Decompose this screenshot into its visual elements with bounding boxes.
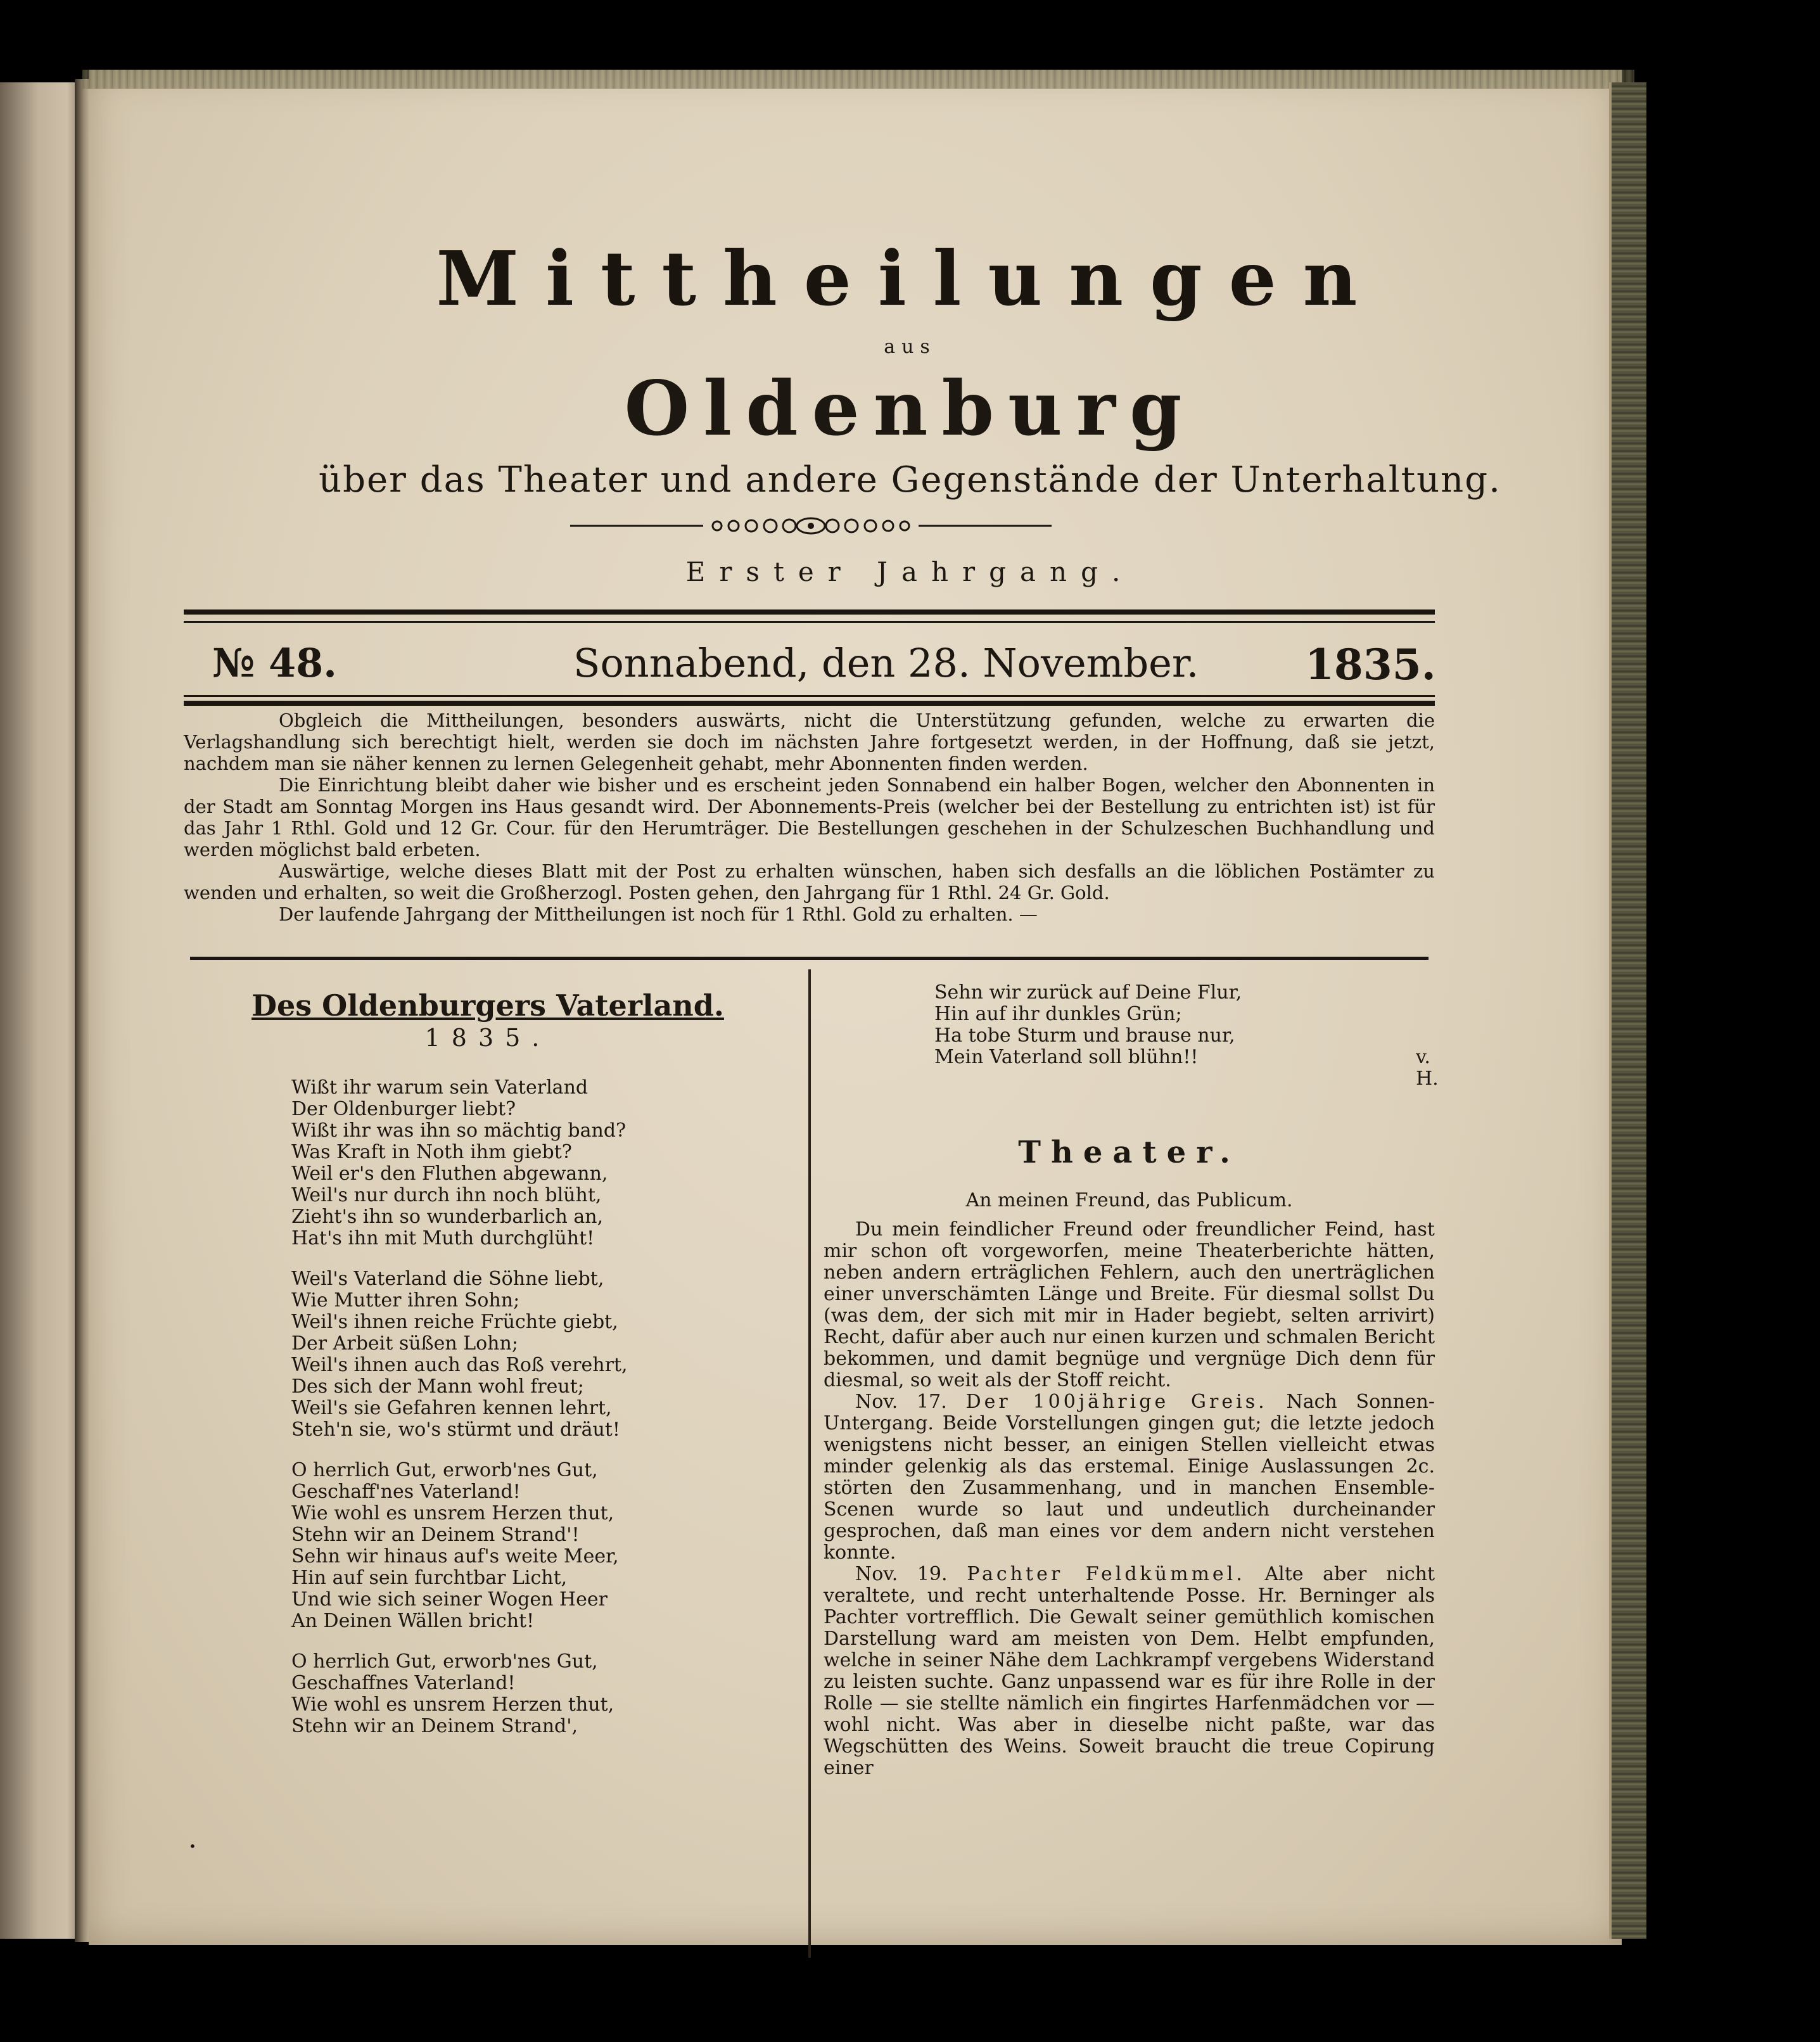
poem-line: Sehn wir hinaus auf's weite Meer, — [291, 1545, 619, 1567]
rule-columns — [190, 957, 1429, 960]
poem-line: Der Arbeit süßen Lohn; — [291, 1332, 518, 1355]
poem-line: Der Oldenburger liebt? — [291, 1098, 516, 1120]
poem-line: Hat's ihn mit Muth durchglüht! — [291, 1227, 595, 1249]
poem-line: Des sich der Mann wohl freut; — [291, 1375, 584, 1398]
poem-line: Mein Vaterland soll blühn!! — [934, 1046, 1199, 1068]
poem-line: Wißt ihr warum sein Vaterland — [291, 1076, 589, 1099]
poem-line: Stehn wir an Deinem Strand', — [291, 1715, 578, 1737]
poem-line: O herrlich Gut, erworb'nes Gut, — [291, 1459, 598, 1481]
notice-paragraph: Der laufende Jahrgang der Mittheilungen ist noch für 1 Rthl. Gold zu erhalten. — — [279, 903, 1038, 925]
entry-text: Alte aber nicht veraltete, und recht unterhaltende Posse. Hr. Berninger als Pachter vortrefflich. Die Gewalt seiner gemüthlich komischen Darstellung ward am meisten von Dem. Helbt empfunden, welche in seiner Nähe dem Lachkrampf vergebens Widerstand zu leisten suchte. Ganz unpassend war es für ihre Rolle in der Rolle — sie stellte nämlich ein fingirtes Harfenmädchen vor — wohl nicht. Was aber in dieselbe nicht paßte, war das Wegschütten des Weins. Soweit braucht die treue Copirung einer — [824, 1563, 1435, 1779]
poem-line: Wißt ihr was ihn so mächtig band? — [291, 1120, 627, 1142]
poem-stanza — [291, 1651, 786, 1737]
poem-line: Hin auf sein furchtbar Licht, — [291, 1567, 568, 1589]
rule-mid-thin — [184, 695, 1435, 697]
review-entry-nov17 — [824, 1391, 1435, 1564]
poem-line: An Deinen Wällen bricht! — [291, 1610, 535, 1632]
rule-top-thick — [184, 609, 1435, 615]
masthead-aus: aus — [884, 336, 936, 358]
left-column — [190, 982, 786, 1756]
masthead-place: Oldenburg — [624, 364, 1196, 452]
poem-line: Stehn wir an Deinem Strand'! — [291, 1524, 580, 1546]
page-mark: • — [189, 1839, 196, 1854]
volume-label: Erster Jahrgang. — [685, 556, 1135, 587]
poem-line: Sehn wir zurück auf Deine Flur, — [934, 981, 1242, 1004]
theater-heading: Theater. — [1018, 1135, 1240, 1170]
column-divider — [808, 969, 811, 1958]
poem-line: Und wie sich seiner Wogen Heer — [291, 1588, 608, 1611]
poem-line: Weil er's den Fluthen abgewann, — [291, 1163, 608, 1185]
entry-play-title: Pachter Feldkümmel. — [967, 1563, 1245, 1585]
subscription-notice — [184, 710, 1435, 925]
review-entry-nov19 — [824, 1564, 1435, 1779]
poem-line: Hin auf ihr dunkles Grün; — [934, 1003, 1182, 1025]
theater-review — [824, 1219, 1435, 1779]
poem-line: Ha tobe Sturm und brause nur, — [934, 1024, 1235, 1047]
poem-line: Weil's ihnen auch das Roß verehrt, — [291, 1354, 628, 1376]
poem-line: Weil's nur durch ihn noch blüht, — [291, 1184, 602, 1206]
poem-line: Wie Mutter ihren Sohn; — [291, 1289, 520, 1311]
poem-line: Weil's sie Gefahren kennen lehrt, — [291, 1397, 612, 1419]
page-top-edge — [82, 70, 1634, 89]
poem-signature: v. H. — [1416, 1046, 1439, 1090]
rule-top-thin — [184, 621, 1435, 623]
poem-stanza-continued — [934, 981, 1439, 1090]
poem-line: Weil's ihnen reiche Früchte giebt, — [291, 1311, 618, 1333]
review-intro: Du mein feindlicher Freund oder freundlicher Feind, hast mir schon oft vorgeworfen, meine Theaterberichte hätten, neben andern erträglichen Fehlern, auch den unerträglichen einer unverschämten Länge und Breite. Für diesmal sollst Du (was dem, der sich mit mir in Hader begiebt, selten arrivirt) Recht, dafür aber auch nur einen kurzen und schmalen Bericht bekommen, und damit begnüge und vergnüge Dich denn für diesmal, so weit als der Stoff reicht. — [824, 1218, 1435, 1391]
masthead-subtitle: über das Theater und andere Gegenstände der Unterhaltung. — [319, 459, 1501, 501]
binding-cover-edge — [1609, 82, 1646, 1939]
poem-line: Steh'n sie, wo's stürmt und dräut! — [291, 1419, 620, 1441]
ornament-divider — [570, 513, 1052, 539]
notice-paragraph: Auswärtige, welche dieses Blatt mit der Post zu erhalten wünschen, haben sich desfalls an die löblichen Postämter zu wenden und erhalten, so weit die Großherzogl. Posten gehen, den Jahrgang für 1 Rthl. 24 Gr. Gold. — [184, 860, 1435, 903]
poem-line: O herrlich Gut, erworb'nes Gut, — [291, 1650, 598, 1673]
poem-line: Zieht's ihn so wunderbarlich an, — [291, 1206, 604, 1228]
poem-title: Des Oldenburgers Vaterland. — [251, 988, 724, 1023]
theater-salutation: An meinen Freund, das Publicum. — [965, 1189, 1293, 1211]
poem-stanza — [291, 1460, 786, 1632]
rule-mid-thick — [184, 701, 1435, 706]
facing-page-edge — [0, 82, 84, 1939]
poem-line: Geschaffnes Vaterland! — [291, 1672, 516, 1694]
entry-text: Nach Sonnen-Untergang. Beide Vorstellungen gingen gut; die letzte jedoch wenigstens nicht besser, an einigen Stellen vielleicht etwas minder gelenkig als das erstemal. Einige Auslassungen 2c. störten den Zusammenhang, und in manchen Ensemble-Scenen wurde so laut und undeutlich durcheinander gesprochen, daß man eines vor dem andern nicht verstehen konnte. — [824, 1391, 1435, 1564]
right-column — [824, 981, 1439, 1779]
notice-paragraph: Obgleich die Mittheilungen, besonders auswärts, nicht die Unterstützung gefunden, welche zu erwarten die Verlagshandlung sich berechtigt hielt, werden sie doch im nächsten Jahre fortgesetzt werden, in der Hoffnung, daß sie jetzt, nachdem man sie näher kennen zu lernen Gelegenheit gehabt, mehr Abonnenten finden werden. — [184, 710, 1435, 774]
entry-date: Nov. 19. — [855, 1563, 948, 1585]
poem-stanza — [291, 1077, 786, 1249]
issue-date: Sonnabend, den 28. November. — [573, 640, 1199, 686]
poem-line: Weil's Vaterland die Söhne liebt, — [291, 1268, 604, 1290]
entry-play-title: Der 100jährige Greis. — [965, 1391, 1268, 1413]
notice-paragraph: Die Einrichtung bleibt daher wie bisher und es erscheint jeden Sonnabend ein halber Bogen, welcher den Abonnenten in der Stadt am Sonntag Morgen ins Haus gesandt wird. Der Abonnements-Preis (welcher bei der Bestellung zu entrichten ist) ist für das Jahr 1 Rthl. Gold und 12 Gr. Cour. für den Herumträger. Die Bestellungen geschehen in der Schulzeschen Buchhandlung und werden möglichst bald erbeten. — [184, 774, 1435, 860]
poem-stanza — [291, 1268, 786, 1441]
poem-line: Wie wohl es unsrem Herzen thut, — [291, 1502, 614, 1524]
masthead-title: Mittheilungen — [436, 234, 1384, 322]
poem-line: Geschaff'nes Vaterland! — [291, 1481, 521, 1503]
poem-line: Wie wohl es unsrem Herzen thut, — [291, 1694, 614, 1716]
poem-line: Was Kraft in Noth ihm giebt? — [291, 1141, 572, 1163]
issue-number: № 48. — [212, 640, 337, 686]
poem-year: 1835. — [424, 1024, 551, 1052]
entry-date: Nov. 17. — [855, 1391, 947, 1413]
issue-year: 1835. — [1305, 640, 1436, 689]
